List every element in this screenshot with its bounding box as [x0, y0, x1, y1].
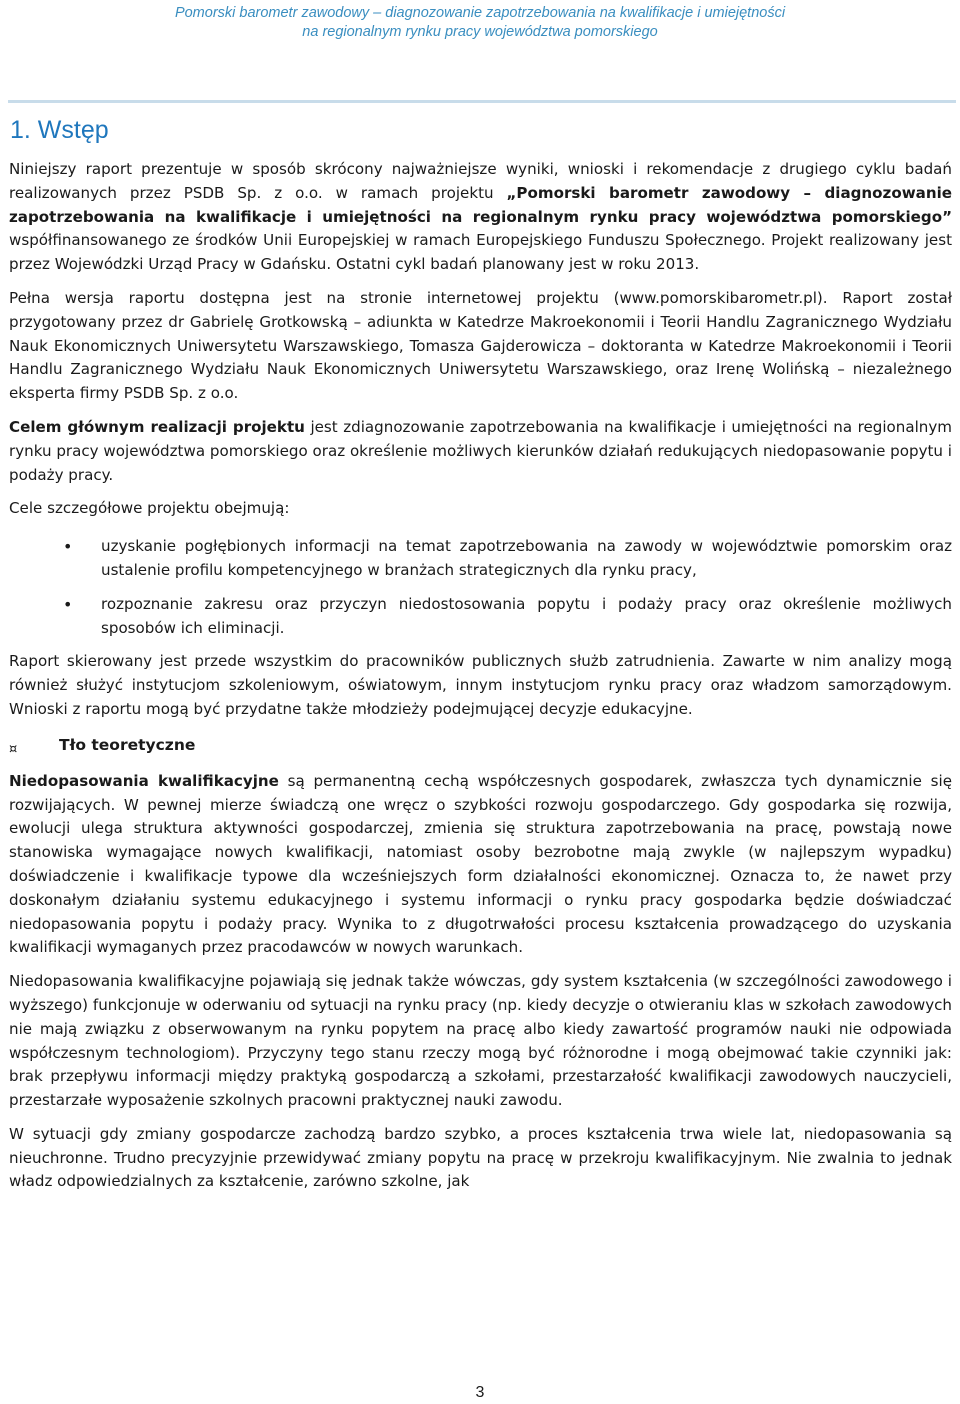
list-item: • uzyskanie pogłębionych informacji na temat zapotrzebowania na zawody w województwie pomorskim oraz ustalenie profilu kompetencyjnego w branżach strategicznych dla rynku pracy, — [63, 537, 952, 579]
theory-paragraph-2: Niedopasowania kwalifikacyjne pojawiają się jednak także wówczas, gdy system kształcenia (w szczególności zawodowego i wyższego) funkcjonuje w oderwaniu od sytuacji na rynku pracy (np. kiedy decyzje o otwieraniu klas w szkołach zawodowych nie mają związku z obserwowanym na rynku popytem na pracę albo kiedy zawartość programów nauki nie odpowiada współczesnym technologiom). Przyczyny tego stanu rzeczy mogą być różnorodne i mogą obejmować takie czynniki jak: brak przepływu informacji między praktyką gospodarczą a szkołami, przestarzałość kwalifikacji zawodowych nauczycieli, przestarzałe wyposażenie szkolnych pracowni praktycznej nauki zawodu. — [9, 972, 952, 1110]
project-name: „Pomorski barometr zawodowy – diagnozowanie zapotrzebowania na kwalifikacje i umiejętności na regionalnym rynku pracy województwa pomorskiego” — [9, 183, 952, 226]
header-line-1: Pomorski barometr zawodowy – diagnozowanie zapotrzebowania na kwalifikacje i umiejętności — [174, 5, 786, 21]
intro-paragraph-2: Pełna wersja raportu dostępna jest na stronie internetowej projektu (www.pomorskibarometr.pl). Raport został przygotowany przez dr Gabrielę Grotkowską – adiunkta w Katedrze Makroekonomii i Teorii Handlu Zagranicznego Wydziału Nauk Ekonomicznych Uniwersytetu Warszawskiego, Tomasza Gajderowicza – doktoranta w Katedrze Makroekonomii i Teorii Handlu Zagranicznego Wydziału Nauk Ekonomicznych Uniwersytetu Warszawskiego, oraz Irenę Wolińską – niezależnego eksperta firmy PSDB Sp. z o.o. — [9, 288, 952, 403]
bullet-icon: • — [63, 537, 73, 557]
bullet-icon: • — [63, 594, 73, 614]
page-number: 3 — [475, 1384, 485, 1401]
document-body — [9, 158, 952, 1194]
term-highlight: Niedopasowania kwalifikacyjne — [9, 771, 279, 790]
intro-paragraph-5: Raport skierowany jest przede wszystkim do pracowników publicznych służb zatrudnienia. Zawarte w nim analizy mogą również służyć instytucjom szkoleniowym, oświatowym, innym instytucjom rynku pracy oraz władzom samorządowym. Wnioski z raportu mogą być przydatne także młodzieży podejmującej decyzje edukacyjne. — [9, 652, 952, 718]
theory-paragraph-1: Niedopasowania kwalifikacyjne są permanentną cechą współczesnych gospodarek, zwłaszcza tych dynamicznie się rozwijających. W pewnej mierze świadczą one wręcz o szybkości rozwoju gospodarczego. Gdy gospodarka się rozwija, ewolucji ulega struktura aktywności gospodarczej, zmienia się struktura zapotrzebowania na pracę, powstają nowe stanowiska wymagające nowych kwalifikacji, natomiast osoby bezrobotne mają zwykle (w najlepszym wypadku) doświadczenie i kwalifikacje typowe dla wcześniejszych form działalności ekonomicznej. Oznacza to, że nawet przy doskonałym działaniu systemu edukacyjnego i systemu informacji o rynku pracy gospodarka będzie doświadczać niedopasowania popytu i podaży pracy. Wynika to z długotrwałości procesu kształcenia prowadzącego do uzyskania kwalifikacji wymaganych przez pracodawców w nowych warunkach. — [9, 771, 953, 957]
intro-paragraph-3: Celem głównym realizacji projektu jest zdiagnozowanie zapotrzebowania na kwalifikacje i umiejętności na regionalnym rynku pracy województwa pomorskiego oraz określenie możliwych kierunków działań redukujących niedopasowanie popytu i podaży pracy. — [9, 417, 952, 484]
subsection-heading: ¤ Tło teoretyczne — [9, 734, 952, 760]
list-item: • rozpoznanie zakresu oraz przyczyn niedostosowania popytu i podaży pracy oraz określenie możliwych sposobów ich eliminacji. — [63, 594, 952, 637]
goals-list — [9, 535, 952, 640]
intro-paragraph-4: Cele szczegółowe projektu obejmują: — [9, 499, 290, 518]
running-header — [0, 4, 960, 42]
intro-paragraph-1: Niniejszy raport prezentuje w sposób skrócony najważniejsze wyniki, wnioski i rekomendacje z drugiego cyklu badań realizowanych przez PSDB Sp. z o.o. w ramach projektu „Pomorski barometr zawodowy – diagnozowanie zapotrzebowania na kwalifikacje i umiejętności na regionalnym rynku pracy województwa pomorskiego” współfinansowanego ze środków Unii Europejskiej w ramach Europejskiego Funduszu Społecznego. Projekt realizowany jest przez Wojewódzki Urząd Pracy w Gdańsku. Ostatni cykl badań planowany jest w roku 2013. — [9, 160, 952, 274]
square-bullet-icon: ¤ — [9, 741, 18, 757]
main-goal-label: Celem głównym realizacji projektu — [9, 417, 305, 436]
section-title: 1. Wstęp — [10, 116, 109, 144]
header-divider — [8, 100, 956, 103]
theory-paragraph-3: W sytuacji gdy zmiany gospodarcze zachodzą bardzo szybko, a proces kształcenia trwa wiele lat, niedopasowania są nieuchronne. Trudno precyzyjnie przewidywać zmiany popytu na pracę w przekroju kwalifikacyjnym. Nie zwalnia to jednak władz odpowiedzialnych za kształcenie, zarówno szkolne, jak — [9, 1124, 952, 1191]
header-line-2: na regionalnym rynku pracy województwa pomorskiego — [302, 24, 658, 40]
